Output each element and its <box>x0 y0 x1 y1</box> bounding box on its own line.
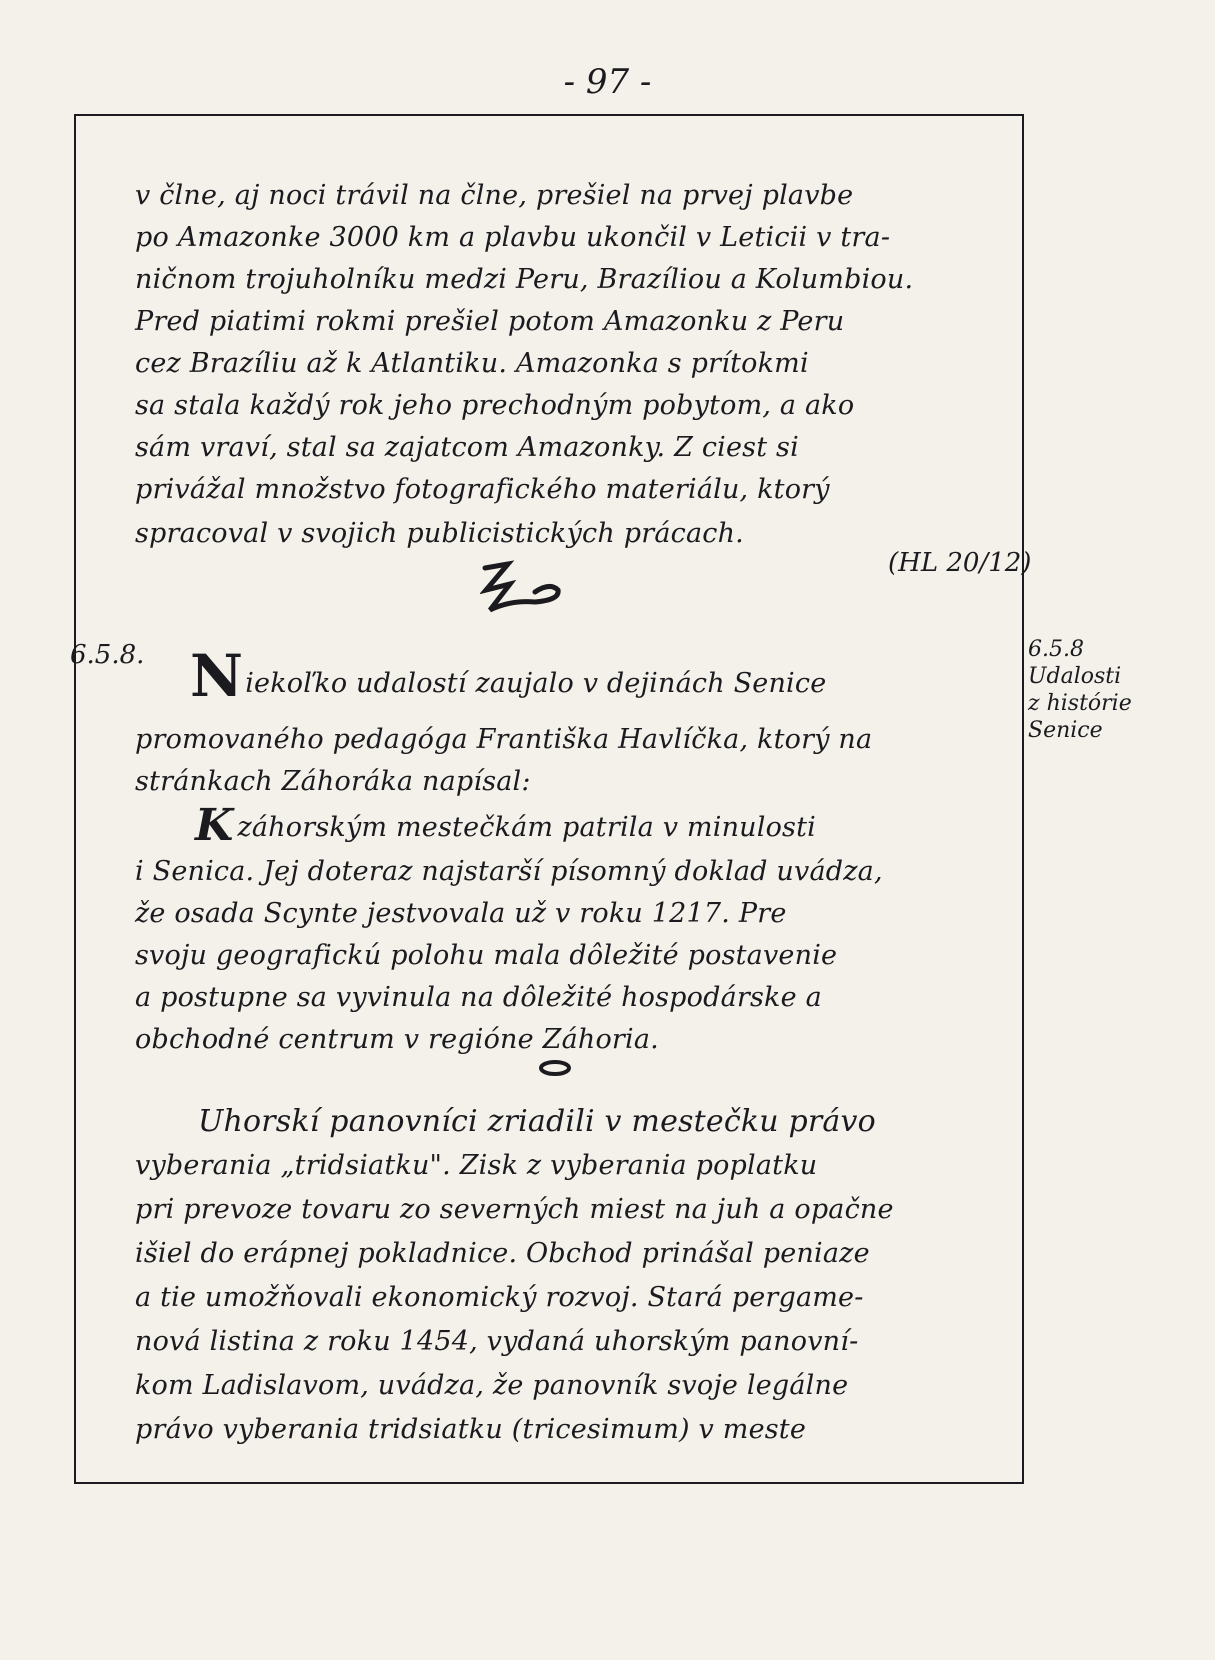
margin-note-line: z histórie <box>1028 691 1132 716</box>
text-line: a tie umožňovali ekonomický rozvoj. Stará pergame- <box>135 1282 864 1313</box>
text-line: spracoval v svojich publicistických prácach. <box>135 518 744 549</box>
text-line: promovaného pedagóga Františka Havlíčka, ktorý na <box>135 724 873 755</box>
text-line: ničnom trojuholníku medzi Peru, Brazíliou a Kolumbiou. <box>135 264 914 295</box>
paragraph-divider-mark <box>538 1058 572 1078</box>
drop-cap: N <box>190 642 244 710</box>
text-line: obchodné centrum v regióne Záhoria. <box>135 1024 659 1055</box>
page-number: - 97 - <box>563 62 652 102</box>
margin-note-line: Udalosti <box>1028 664 1122 689</box>
text-line: nová listina z roku 1454, vydaná uhorským panovní- <box>135 1326 859 1357</box>
text-line: právo vyberania tridsiatku (tricesimum) v meste <box>135 1414 807 1445</box>
text-line <box>195 800 816 851</box>
text-line: že osada Scynte jestvovala už v roku 1217. Pre <box>135 898 787 929</box>
text-line: i Senica. Jej doteraz najstarší písomný doklad uvádza, <box>135 856 883 887</box>
text-line: pri prevoze tovaru zo severných miest na juh a opačne <box>135 1194 894 1225</box>
text-line: cez Brazíliu až k Atlantiku. Amazonka s prítokmi <box>135 348 809 379</box>
text-line: sa stala každý rok jeho prechodným pobytom, a ako <box>135 390 855 421</box>
text-line: privážal množstvo fotografického materiálu, ktorý <box>135 474 830 505</box>
text-span: záhorským mestečkám patrila v minulosti <box>237 812 816 843</box>
margin-note-line: 6.5.8 <box>1028 637 1084 662</box>
text-line <box>190 642 827 710</box>
text-line: svoju geografickú polohu mala dôležité postavenie <box>135 940 838 971</box>
text-line: v člne, aj noci trávil na člne, prešiel na prvej plavbe <box>135 180 854 211</box>
text-line: stránkach Záhoráka napísal: <box>135 766 531 797</box>
text-line: Pred piatimi rokmi prešiel potom Amazonku z Peru <box>135 306 845 337</box>
text-line: a postupne sa vyvinula na dôležité hospodárske a <box>135 982 822 1013</box>
source-note: (HL 20/12) <box>888 548 1032 578</box>
text-line: kom Ladislavom, uvádza, že panovník svoje legálne <box>135 1370 849 1401</box>
section-divider-flourish <box>480 560 570 620</box>
initial-cap: K <box>195 800 234 851</box>
section-number-left: 6.5.8. <box>70 640 145 670</box>
text-span: iekoľko udalostí zaujalo v dejinách Senice <box>245 668 827 699</box>
text-line: vyberania „tridsiatku". Zisk z vyberania poplatku <box>135 1150 818 1181</box>
text-line: Uhorskí panovníci zriadili v mestečku právo <box>198 1104 876 1139</box>
text-line: išiel do eráрnej pokladnice. Obchod prinášal peniaze <box>135 1238 870 1269</box>
margin-note-line: Senice <box>1028 718 1103 743</box>
text-line: po Amazonke 3000 km a plavbu ukončil v Leticii v tra- <box>135 222 891 253</box>
section-margin-note <box>1028 636 1132 744</box>
text-line: sám vraví, stal sa zajatcom Amazonky. Z ciest si <box>135 432 799 463</box>
